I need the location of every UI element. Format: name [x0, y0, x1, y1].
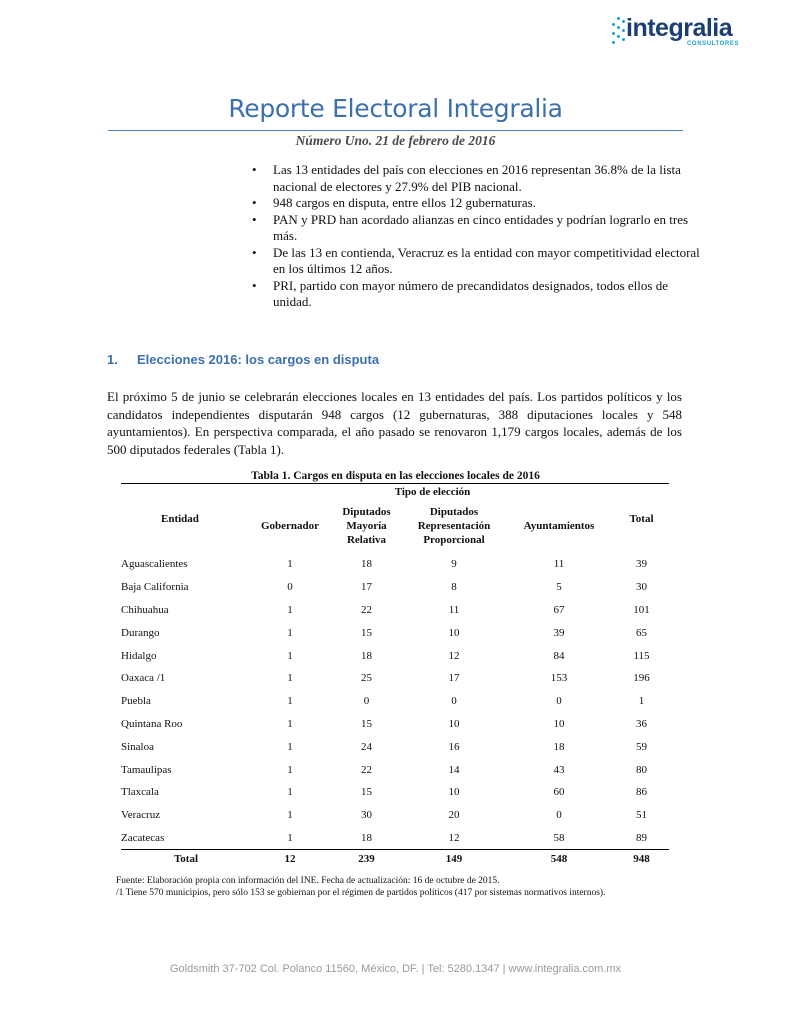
value-cell: 59 [636, 740, 647, 753]
value-cell: 8 [451, 581, 457, 594]
value-cell: 11 [553, 558, 565, 571]
table-row [121, 827, 669, 850]
value-cell: 115 [633, 649, 650, 662]
value-cell: 18 [361, 558, 372, 571]
integralia-logo [612, 14, 742, 50]
value-cell: 22 [361, 603, 372, 616]
total-row [121, 850, 669, 869]
value-cell: 20 [448, 809, 460, 822]
total-cell: 548 [504, 850, 614, 869]
highlight-item: • 948 cargos en disputa, entre ellos 12 gubernaturas. [252, 195, 702, 212]
value-cell: 1 [287, 809, 293, 822]
value-cell: 0 [287, 581, 293, 594]
value-cell: 1 [287, 763, 293, 776]
entidad-cell: Chihuahua [121, 603, 169, 616]
entidad-cell: Zacatecas [121, 831, 165, 844]
value-cell: 5 [556, 581, 562, 594]
entidad-cell: Tlaxcala [121, 786, 159, 799]
highlight-item: • De las 13 en contienda, Veracruz es la entidad con mayor competitividad electoral en los últimos 12 años. [252, 245, 702, 278]
entidad-cell: Durango [121, 626, 160, 639]
value-cell: 12 [448, 649, 460, 662]
table-row [121, 553, 669, 576]
section-title: Elecciones 2016: los cargos en disputa [137, 352, 380, 367]
entidad-cell: Baja California [121, 581, 189, 594]
value-cell: 10 [448, 626, 460, 639]
logo-wordmark: integralia [626, 14, 733, 42]
value-cell: 18 [361, 649, 372, 662]
table-notes [116, 876, 636, 899]
entidad-cell: Quintana Roo [121, 717, 183, 730]
value-cell: 39 [553, 626, 565, 639]
value-cell: 15 [361, 786, 372, 799]
value-cell: 10 [448, 786, 460, 799]
entidad-cell: Oaxaca /1 [121, 672, 166, 685]
section-number: 1. [107, 352, 118, 367]
value-cell: 0 [556, 809, 562, 822]
value-cell: 1 [287, 649, 293, 662]
value-cell: 1 [287, 831, 293, 844]
value-cell: 36 [636, 717, 647, 730]
value-cell: 86 [636, 786, 647, 799]
value-cell: 24 [361, 740, 372, 753]
report-subtitle: Número Uno. 21 de febrero de 2016 [295, 133, 496, 148]
value-cell: 18 [361, 831, 372, 844]
value-cell: 15 [361, 626, 372, 639]
value-cell: 30 [636, 581, 647, 594]
value-cell: 89 [636, 831, 647, 844]
value-cell: 101 [633, 603, 650, 616]
value-cell: 18 [553, 740, 565, 753]
value-cell: 60 [553, 786, 565, 799]
table-row [121, 804, 669, 827]
value-cell: 16 [448, 740, 460, 753]
highlight-item: • PAN y PRD han acordado alianzas en cinco entidades y podrían lograrlo en tres más. [252, 212, 702, 245]
report-title: Reporte Electoral Integralia [228, 94, 563, 123]
table-row [121, 735, 669, 758]
table-row [121, 644, 669, 667]
header-ayuntamientos: Ayuntamientos [523, 520, 595, 532]
table-row [121, 690, 669, 713]
value-cell: 17 [448, 672, 460, 685]
value-cell: 17 [361, 581, 372, 594]
value-cell: 196 [633, 672, 650, 685]
header-group: Tipo de elección [251, 484, 614, 500]
entidad-cell: Puebla [121, 695, 151, 708]
value-cell: 0 [363, 695, 370, 708]
header-dip-rp: Diputados Representación Proporcional [417, 506, 491, 546]
value-cell: 39 [636, 558, 647, 571]
header-dip-mr: Diputados Mayoría Relativa [342, 506, 391, 546]
value-cell: 1 [287, 717, 293, 730]
value-cell: 153 [550, 672, 568, 685]
value-cell: 84 [553, 649, 565, 662]
value-cell: 1 [287, 672, 293, 685]
value-cell: 1 [287, 558, 293, 571]
value-cell: 22 [361, 763, 372, 776]
cargos-table [121, 483, 669, 868]
header-entidad: Entidad [121, 484, 251, 554]
page-footer: Goldsmith 37-702 Col. Polanco 11560, México, DF. | Tel: 5280.1347 | www.integralia.com.mx [169, 963, 622, 975]
header-gobernador: Gobernador [260, 520, 320, 532]
table-row [121, 576, 669, 599]
table-row [121, 599, 669, 622]
entidad-cell: Veracruz [121, 809, 161, 822]
value-cell: 1 [638, 695, 645, 708]
entidad-cell: Aguascalientes [121, 558, 188, 571]
table-row [121, 713, 669, 736]
entidad-cell: Tamaulipas [121, 763, 172, 776]
value-cell: 65 [636, 626, 647, 639]
highlights-list [252, 162, 702, 311]
value-cell: 80 [636, 763, 647, 776]
value-cell: 0 [556, 695, 562, 708]
value-cell: 9 [451, 558, 457, 571]
total-cell: 948 [614, 850, 669, 869]
header-total: Total [614, 484, 669, 554]
table-row [121, 667, 669, 690]
table-row [121, 758, 669, 781]
entidad-cell: Hidalgo [121, 649, 157, 662]
logo-subtitle: CONSULTORES [687, 41, 740, 47]
section-heading [107, 352, 379, 367]
value-cell: 1 [287, 740, 293, 753]
table-row [121, 621, 669, 644]
total-cell: 12 [251, 850, 329, 869]
highlight-item: • PRI, partido con mayor número de precandidatos designados, todos ellos de unidad. [252, 278, 702, 311]
value-cell: 15 [361, 717, 372, 730]
value-cell: 67 [553, 603, 565, 616]
value-cell: 11 [448, 603, 460, 616]
table-row [121, 781, 669, 804]
value-cell: 1 [287, 626, 293, 639]
value-cell: 58 [553, 831, 565, 844]
body-paragraph: El próximo 5 de junio se celebrarán elecciones locales en 13 entidades del país. Los partidos políticos y los candidatos independientes disputarán 948 cargos (12 gubernaturas, 388 diputaciones locales y 548 ayuntamientos). En perspectiva comparada, el año pasado se renovaron 1,179 cargos locales, además de los 500 diputados federales (Tabla 1). [107, 389, 682, 457]
table-title: Tabla 1. Cargos en disputa en las elecciones locales de 2016 [251, 470, 540, 482]
value-cell: 25 [361, 672, 372, 685]
value-cell: 1 [287, 786, 293, 799]
value-cell: 0 [451, 695, 457, 708]
total-cell: 239 [329, 850, 404, 869]
source-note: Fuente: Elaboración propia con información del INE. Fecha de actualización: 16 de octubre de 2015. [116, 876, 500, 886]
footnote: /1 Tiene 570 municipios, pero sólo 153 se gobiernan por el régimen de partidos políticos (417 por sistemas normativos internos). [116, 887, 606, 898]
total-label: Total [121, 850, 251, 869]
value-cell: 10 [553, 717, 565, 730]
logo-dots-icon [612, 17, 626, 47]
value-cell: 12 [448, 831, 460, 844]
value-cell: 30 [361, 809, 372, 822]
entidad-cell: Sinaloa [121, 740, 154, 753]
highlight-item: • Las 13 entidades del país con elecciones en 2016 representan 36.8% de la lista nacional de electores y 27.9% del PIB nacional. [252, 162, 702, 195]
value-cell: 14 [448, 763, 460, 776]
value-cell: 51 [636, 809, 647, 822]
total-cell: 149 [404, 850, 504, 869]
value-cell: 1 [287, 695, 293, 708]
value-cell: 43 [553, 763, 565, 776]
value-cell: 10 [448, 717, 460, 730]
value-cell: 1 [287, 603, 293, 616]
title-divider [108, 130, 683, 131]
